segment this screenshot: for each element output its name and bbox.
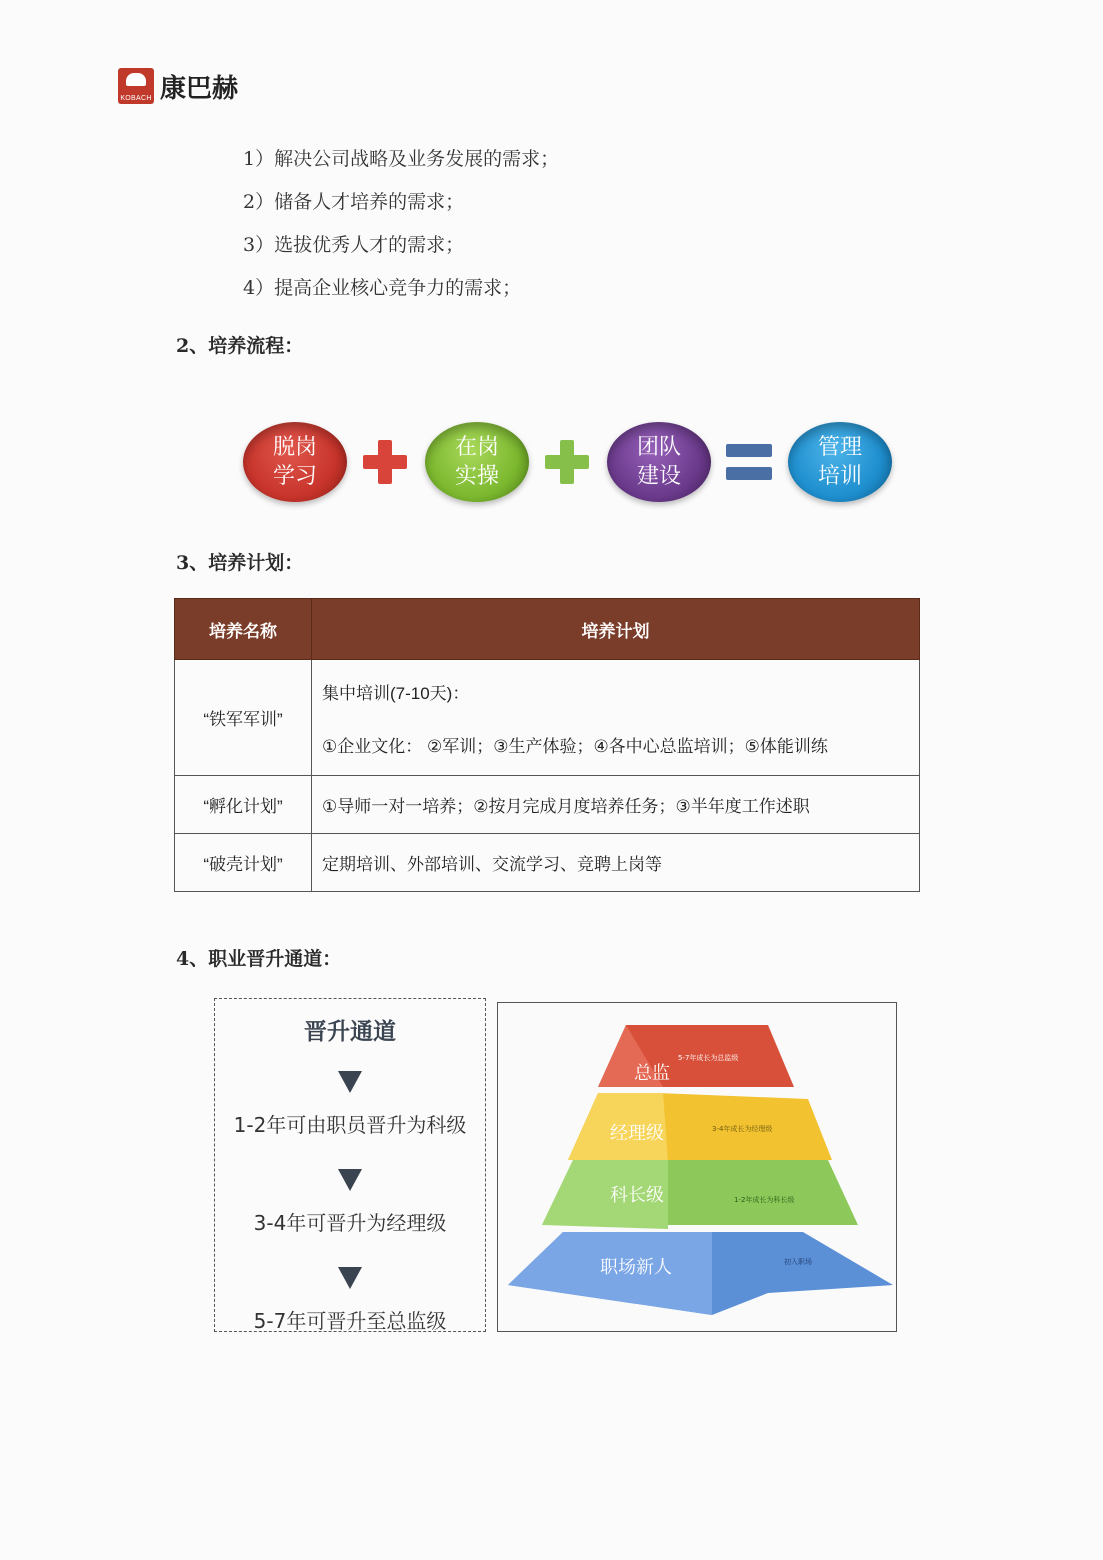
equals-icon: [726, 440, 772, 484]
plan-name: “孵化计划”: [175, 776, 312, 834]
process-step-line: 脱岗: [272, 435, 317, 460]
chef-hat-icon: [118, 68, 154, 104]
process-step-line: 培训: [817, 464, 862, 489]
process-step-line: 团队: [636, 435, 681, 460]
pyramid-note: 5-7年成长为总监级: [678, 1054, 739, 1062]
pyramid-note: 初入职场: [784, 1258, 812, 1266]
process-step-line: 建设: [636, 464, 681, 489]
promotion-step: 3-4年可晋升为经理级: [253, 1211, 447, 1235]
plan-detail: 定期培训、外部培训、交流学习、竞聘上岗等: [312, 834, 920, 892]
table-row: [175, 776, 920, 834]
arrow-down-icon: [338, 1169, 362, 1191]
plan-detail: ①导师一对一培养；②按月完成月度培养任务；③半年度工作述职: [312, 776, 920, 834]
plan-name: “破壳计划”: [175, 834, 312, 892]
table-header-row: [175, 599, 920, 660]
brand-logo: [118, 66, 238, 106]
section-heading-process: 2、培养流程：: [176, 335, 304, 357]
section-heading-career: 4、职业晋升通道：: [176, 948, 342, 970]
process-step-team: [607, 422, 711, 502]
need-item: 1）解决公司战略及业务发展的需求；: [243, 148, 560, 170]
pyramid-label: 科长级: [610, 1185, 664, 1206]
logo-brand-name: 康巴赫: [160, 73, 239, 104]
promotion-title: 晋升通道: [304, 1019, 396, 1045]
training-plan-table: [174, 598, 920, 892]
career-pyramid: [497, 1002, 897, 1332]
table-header: 培养计划: [312, 599, 920, 660]
process-step-management: [788, 422, 892, 502]
plan-line: ①企业文化： ②军训；③生产体验；④各中心总监培训；⑤体能训练: [322, 736, 828, 756]
section-heading-plan: 3、培养计划：: [176, 552, 304, 574]
process-step-line: 管理: [817, 435, 862, 460]
process-step-offjob: [243, 422, 347, 502]
process-step-line: 在岗: [454, 435, 499, 460]
promotion-step: 1-2年可由职员晋升为科级: [233, 1113, 467, 1137]
arrow-down-icon: [338, 1267, 362, 1289]
plan-detail: [312, 660, 920, 776]
promotion-step: 5-7年可晋升至总监级: [253, 1309, 447, 1333]
plus-icon: [363, 440, 407, 484]
pyramid-note: 3-4年成长为经理级: [712, 1125, 773, 1133]
process-step-line: 实操: [454, 464, 499, 489]
logo-sub-text: KOBACH: [120, 95, 152, 102]
process-step-onjob: [425, 422, 529, 502]
pyramid-note: 1-2年成长为科长级: [734, 1196, 795, 1204]
need-item: 3）选拔优秀人才的需求；: [243, 234, 465, 256]
table-row: [175, 660, 920, 776]
process-step-line: 学习: [272, 464, 317, 489]
plus-icon: [545, 440, 589, 484]
promotion-path-box: [214, 998, 486, 1332]
arrow-down-icon: [338, 1071, 362, 1093]
pyramid-label: 职场新人: [600, 1257, 672, 1278]
pyramid-label: 总监: [634, 1063, 670, 1084]
plan-line: 集中培训(7-10天)：: [322, 683, 470, 703]
pyramid-graphic: [498, 1003, 896, 1331]
pyramid-label: 经理级: [610, 1123, 664, 1144]
plan-name: “铁军军训”: [175, 660, 312, 776]
table-header: 培养名称: [175, 599, 312, 660]
need-item: 4）提高企业核心竞争力的需求；: [243, 277, 522, 299]
table-row: [175, 834, 920, 892]
need-item: 2）储备人才培养的需求；: [243, 191, 465, 213]
